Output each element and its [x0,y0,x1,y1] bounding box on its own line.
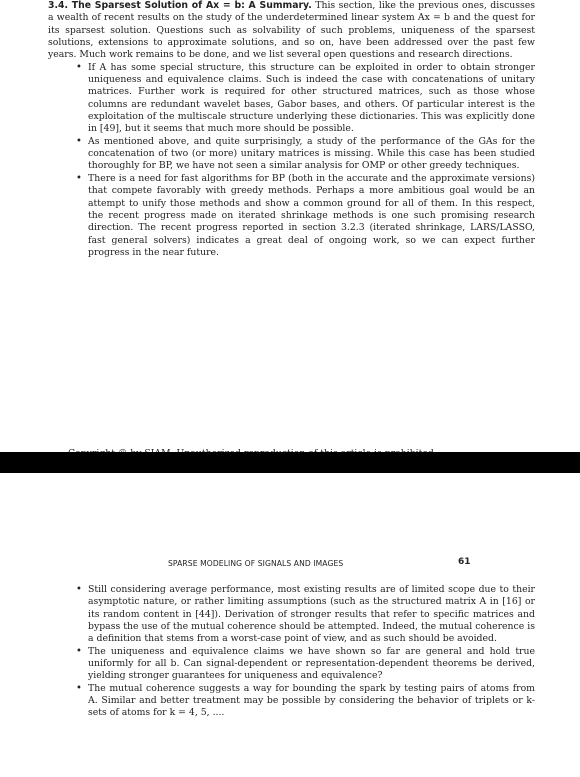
list-item-text: The uniqueness and equivalence claims we have shown so far are general and hold true uniformly for all b. Can signal-dependent or representation-dependent theorems be derived, yielding stronger guarantees for uniqueness and equivalence? [88,645,535,682]
list-item-text: There is a need for fast algorithms for BP (both in the accurate and the approximate versions) that compete favorably with greedy methods. Perhaps a more ambitious goal would be an attempt to unify those methods and show a common ground for all of them. In this respect, the recent progress made on iterated shrinkage methods is one such promising research direction. The recent progress reported in section 3.2.3 (iterated shrinkage, LARS/LASSO, fast general solvers) indicates a great deal of ongoing work, so we can expect further progress in the near future. [88,172,535,258]
list-item [76,135,535,173]
list-item [76,172,535,259]
section-title: 3.4. The Sparsest Solution of Ax = b: A Summary. [48,0,312,11]
bullet-icon: • [76,584,82,595]
list-item-text: As mentioned above, and quite surprisingly, a study of the performance of the GAs for the concatenation of two (or more) unitary matrices is missing. While this case has been studied thoroughly for BP, we have not seen a similar analysis for OMP or other greedy techniques. [88,135,535,172]
continued-text [48,584,535,720]
section-text [48,0,535,259]
section-intro-text: This section, like the previous ones, discusses a wealth of recent results on the study of the underdetermined linear system Ax = b and the quest for its sparsest solution. Questions such as solvability of such problems, uniqueness of the sparsest solutions, extensions to approximate solutions, and so on, have been addressed over the past few years. Much work remains to be done, and we list several open questions and research directions. [48,0,536,61]
list-item-text: The mutual coherence suggests a way for bounding the spark by testing pairs of atoms from A. Similar and better treatment may be possible by considering the behavior of triplets or k-sets of atoms for k = 4, 5, .... [88,682,535,719]
bullet-icon: • [76,61,82,73]
list-item [76,682,535,720]
list-item [76,61,535,136]
page-divider [0,452,580,473]
section-intro [48,0,535,62]
pdf-page-bottom [0,473,580,777]
running-head: SPARSE MODELING OF SIGNALS AND IMAGES [168,559,344,568]
bullet-icon: • [76,135,82,147]
bullet-icon: • [76,172,82,184]
list-item [76,584,535,646]
list-item-text: Still considering average performance, most existing results are of limited scope due to their asymptotic nature, or rather limiting assumptions (such as the structured matrix A in [16] or its random content in [44]). Derivation of stronger results that refer to specific matrices and bypass the use of the mutual coherence should be attempted. Indeed, the mutual coherence is a definition that stems from a worst-case point of view, and as such should be avoided. [88,584,535,645]
open-questions-list-continued [48,584,535,720]
bullet-icon: • [76,682,82,694]
list-item-text: If A has some special structure, this structure can be exploited in order to obtain stronger uniqueness and equivalence claims. Such is indeed the case with concatenations of unitary matrices. Further work is required for other structured matrices, such as those whose columns are redundant wavelet bases, Gabor bases, and others. Of particular interest is the exploitation of the multiscale structure underlying these dictionaries. This was explicitly done in [49], but it seems that much more should be possible. [88,61,535,135]
open-questions-list [48,62,535,260]
page-number: 61 [458,557,471,567]
bullet-icon: • [76,645,82,657]
list-item [76,645,535,683]
